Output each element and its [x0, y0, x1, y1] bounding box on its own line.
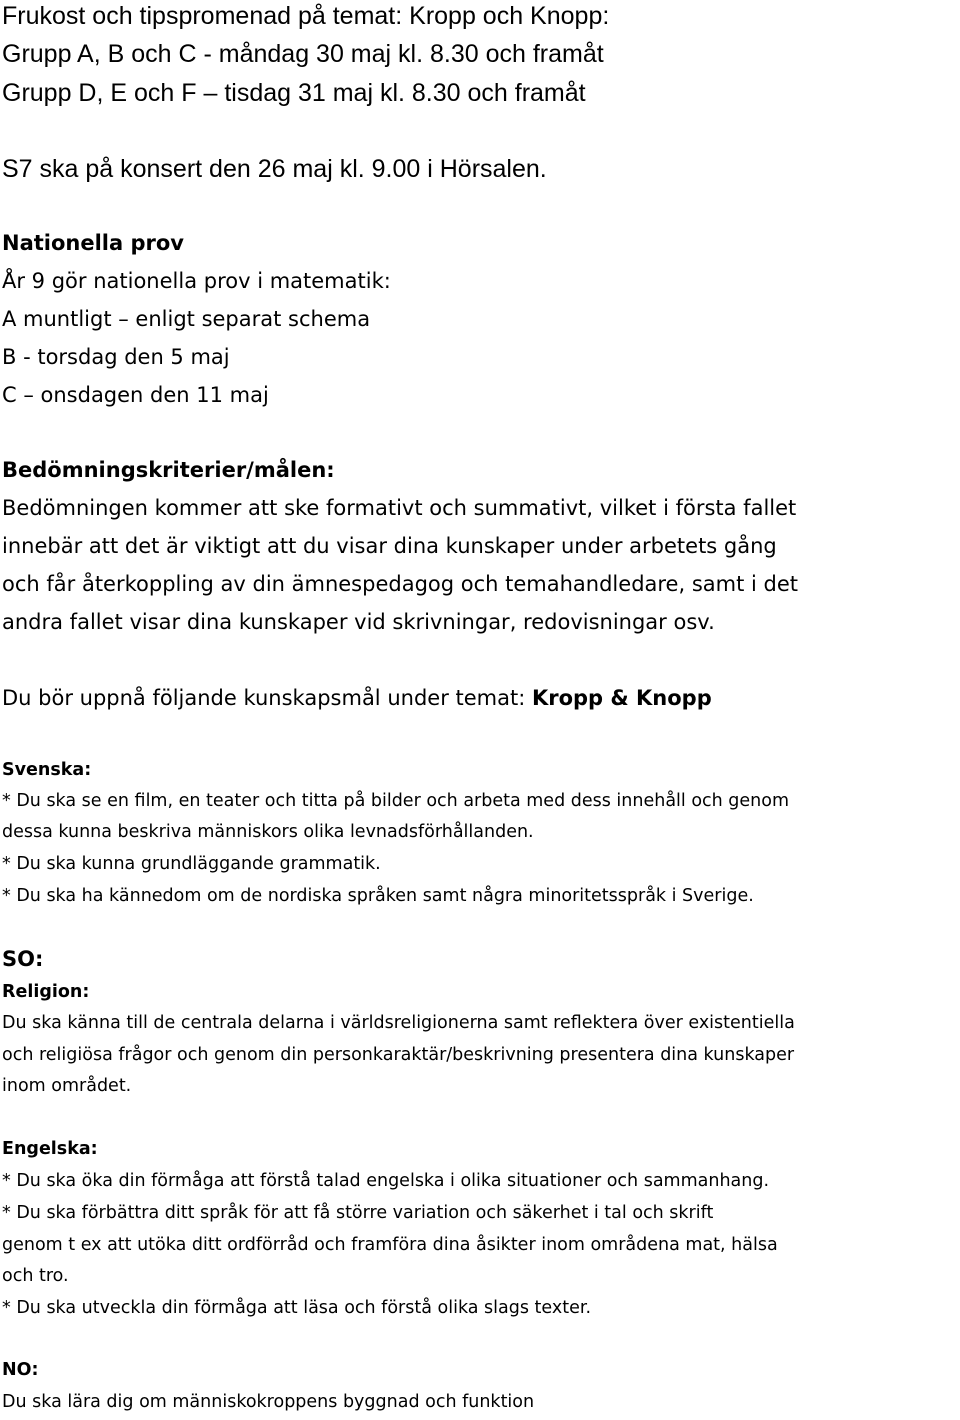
- goals-intro: [2, 686, 712, 710]
- so-line-1: Du ska känna till de centrala delarna i världsreligionerna samt reflektera över existentiella: [2, 1013, 795, 1033]
- engelska-line-2: * Du ska förbättra ditt språk för att få större variation och säkerhet i tal och skrift: [2, 1203, 714, 1223]
- criteria-line-2: innebär att det är viktigt att du visar dina kunskaper under arbetets gång: [2, 534, 777, 558]
- svenska-heading: Svenska:: [2, 760, 92, 780]
- schedule-line-4: S7 ska på konsert den 26 maj kl. 9.00 i Hörsalen.: [2, 155, 547, 183]
- criteria-heading: Bedömningskriterier/målen:: [2, 458, 335, 482]
- engelska-line-1: * Du ska öka din förmåga att förstå talad engelska i olika situationer och sammanhang.: [2, 1171, 770, 1191]
- svenska-line-4: * Du ska ha kännedom om de nordiska språken samt några minoritetsspråk i Sverige.: [2, 886, 754, 906]
- so-line-2: och religiösa frågor och genom din personkaraktär/beskrivning presentera dina kunskaper: [2, 1045, 795, 1065]
- national-tests-line-1: År 9 gör nationella prov i matematik:: [2, 269, 391, 293]
- national-tests-line-2: A muntligt – enligt separat schema: [2, 307, 371, 331]
- no-line-1: Du ska lära dig om människokroppens byggnad och funktion: [2, 1392, 535, 1412]
- engelska-line-4: och tro.: [2, 1266, 69, 1286]
- criteria-line-4: andra fallet visar dina kunskaper vid skrivningar, redovisningar osv.: [2, 610, 715, 634]
- schedule-line-2: Grupp A, B och C - måndag 30 maj kl. 8.30 och framåt: [2, 40, 604, 68]
- national-tests-line-4: C – onsdagen den 11 maj: [2, 383, 269, 407]
- schedule-line-3: Grupp D, E och F – tisdag 31 maj kl. 8.30 och framåt: [2, 79, 586, 107]
- criteria-line-3: och får återkoppling av din ämnespedagog och temahandledare, samt i det: [2, 572, 799, 596]
- schedule-line-1: Frukost och tipspromenad på temat: Kropp och Knopp:: [2, 2, 610, 30]
- national-tests-heading: Nationella prov: [2, 231, 184, 255]
- engelska-heading: Engelska:: [2, 1139, 98, 1159]
- goals-intro-theme: Kropp & Knopp: [531, 686, 712, 710]
- criteria-line-1: Bedömningen kommer att ske formativt och summativt, vilket i första fallet: [2, 496, 797, 520]
- goals-intro-text: Du bör uppnå följande kunskapsmål under temat:: [2, 686, 532, 710]
- no-heading: NO:: [2, 1360, 39, 1380]
- svenska-line-1: * Du ska se en film, en teater och titta på bilder och arbeta med dess innehåll och genom: [2, 791, 790, 811]
- so-heading: SO:: [2, 947, 44, 971]
- svenska-line-3: * Du ska kunna grundläggande grammatik.: [2, 854, 381, 874]
- so-line-3: inom området.: [2, 1076, 132, 1096]
- engelska-line-5: * Du ska utveckla din förmåga att läsa och förstå olika slags texter.: [2, 1298, 592, 1318]
- national-tests-line-3: B - torsdag den 5 maj: [2, 345, 230, 369]
- engelska-line-3: genom t ex att utöka ditt ordförråd och framföra dina åsikter inom områdena mat, hälsa: [2, 1235, 778, 1255]
- so-subheading: Religion:: [2, 982, 90, 1002]
- svenska-line-2: dessa kunna beskriva människors olika levnadsförhållanden.: [2, 822, 534, 842]
